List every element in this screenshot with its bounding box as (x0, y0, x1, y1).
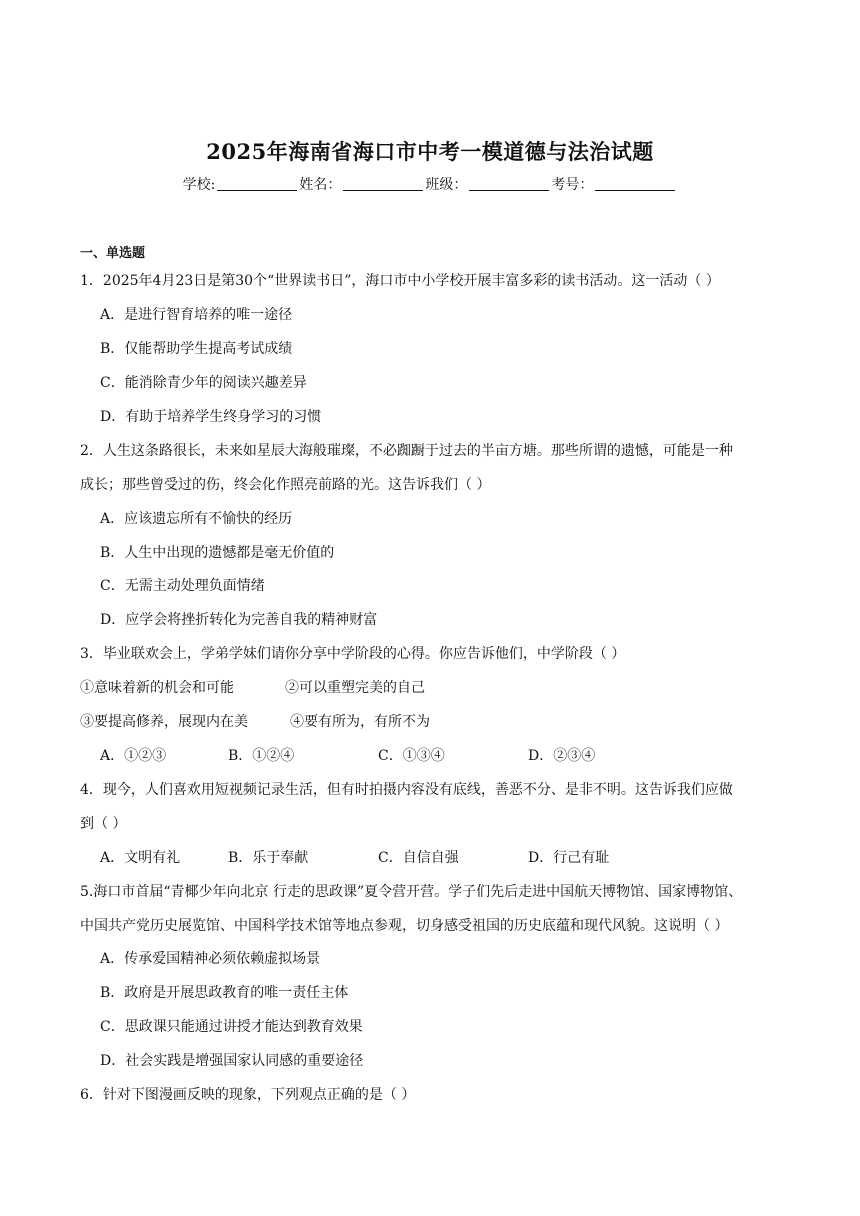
question-3-options (100, 745, 595, 765)
question-3-statements-row1 (80, 677, 425, 697)
question-5-stem-line2: 中国共产党历史展览馆、中国科学技术馆等地点参观，切身感受祖国的历史底蕴和现代风貌。这说明（ ） (80, 918, 729, 934)
question-5-stem-line1: 5.海口市首届“青椰少年向北京 行走的思政课”夏令营开营。学子们先后走进中国航天博物馆、国家博物馆、 (80, 884, 743, 900)
question-4-option-d[interactable]: D．行己有耻 (528, 850, 610, 866)
question-4-option-b[interactable]: B．乐于奉献 (228, 850, 309, 866)
question-1-option-a[interactable]: A．是进行智育培养的唯一途径 (100, 307, 293, 323)
question-2-option-d[interactable]: D．应学会将挫折转化为完善自我的精神财富 (100, 612, 378, 628)
question-3-statements-row2 (80, 711, 430, 731)
question-1-option-d[interactable]: D．有助于培养学生终身学习的习惯 (100, 409, 322, 425)
question-5-option-c[interactable]: C．思政课只能通过讲授才能达到教育效果 (100, 1019, 363, 1035)
question-3-statement-1: ①意味着新的机会和可能 (80, 680, 234, 696)
question-4-stem-line2: 到（ ） (80, 816, 127, 832)
question-5-option-d[interactable]: D．社会实践是增强国家认同感的重要途径 (100, 1053, 364, 1069)
question-4-option-c[interactable]: C．自信自强 (378, 850, 459, 866)
question-1-option-c[interactable]: C．能消除青少年的阅读兴趣差异 (100, 375, 307, 391)
page-title: 2025年海南省海口市中考一模道德与法治试题 (206, 139, 654, 164)
question-1-stem: 1．2025年4月23日是第30个“世界读书日”，海口市中小学校开展丰富多彩的读书活动。这一活动（ ） (80, 273, 720, 289)
question-2-stem-line1: 2．人生这条路很长，未来如星辰大海般璀璨，不必踟蹰于过去的半亩方塘。那些所谓的遗憾，可能是一种 (80, 443, 733, 459)
question-3-stem: 3．毕业联欢会上，学弟学妹们请你分享中学阶段的心得。你应告诉他们，中学阶段（ ） (80, 646, 626, 662)
question-2-option-a[interactable]: A．应该遗忘所有不愉快的经历 (100, 511, 293, 527)
question-3-statement-4: ④要有所为，有所不为 (290, 714, 430, 730)
question-3-statement-3: ③要提高修养，展现内在美 (80, 714, 248, 730)
section-heading: 一、单选题 (80, 246, 146, 261)
question-4-stem-line1: 4．现今，人们喜欢用短视频记录生活，但有时拍摄内容没有底线，善恶不分、是非不明。这告诉我们应做 (80, 782, 733, 798)
name-label: 姓名： (299, 177, 342, 193)
question-3-option-b[interactable]: B．①②④ (228, 748, 295, 764)
question-3-option-a[interactable]: A．①②③ (100, 748, 167, 764)
exam-no-label: 考号： (551, 177, 594, 193)
question-3-option-d[interactable]: D．②③④ (528, 748, 596, 764)
question-2-stem-line2: 成长；那些曾受过的伤，终会化作照亮前路的光。这告诉我们（ ） (80, 477, 491, 493)
question-1-option-b[interactable]: B．仅能帮助学生提高考试成绩 (100, 341, 293, 357)
question-6-stem: 6．针对下图漫画反映的现象，下列观点正确的是（ ） (80, 1087, 416, 1103)
question-5-option-b[interactable]: B．政府是开展思政教育的唯一责任主体 (100, 985, 349, 1001)
school-blank[interactable] (217, 176, 297, 191)
class-label: 班级： (425, 177, 468, 193)
school-label: 学校: (182, 177, 216, 193)
question-3-option-c[interactable]: C．①③④ (378, 748, 445, 764)
question-4-option-a[interactable]: A．文明有礼 (100, 850, 181, 866)
question-4-options (100, 847, 609, 867)
question-2-option-b[interactable]: B．人生中出现的遗憾都是毫无价值的 (100, 545, 335, 561)
name-blank[interactable] (343, 176, 423, 191)
question-3-statement-2: ②可以重塑完美的自己 (285, 680, 425, 696)
class-blank[interactable] (469, 176, 549, 191)
question-5-option-a[interactable]: A．传承爱国精神必须依赖虚拟场景 (100, 951, 321, 967)
exam-no-blank[interactable] (595, 176, 675, 191)
question-2-option-c[interactable]: C．无需主动处理负面情绪 (100, 578, 265, 594)
student-info-line (0, 174, 860, 194)
